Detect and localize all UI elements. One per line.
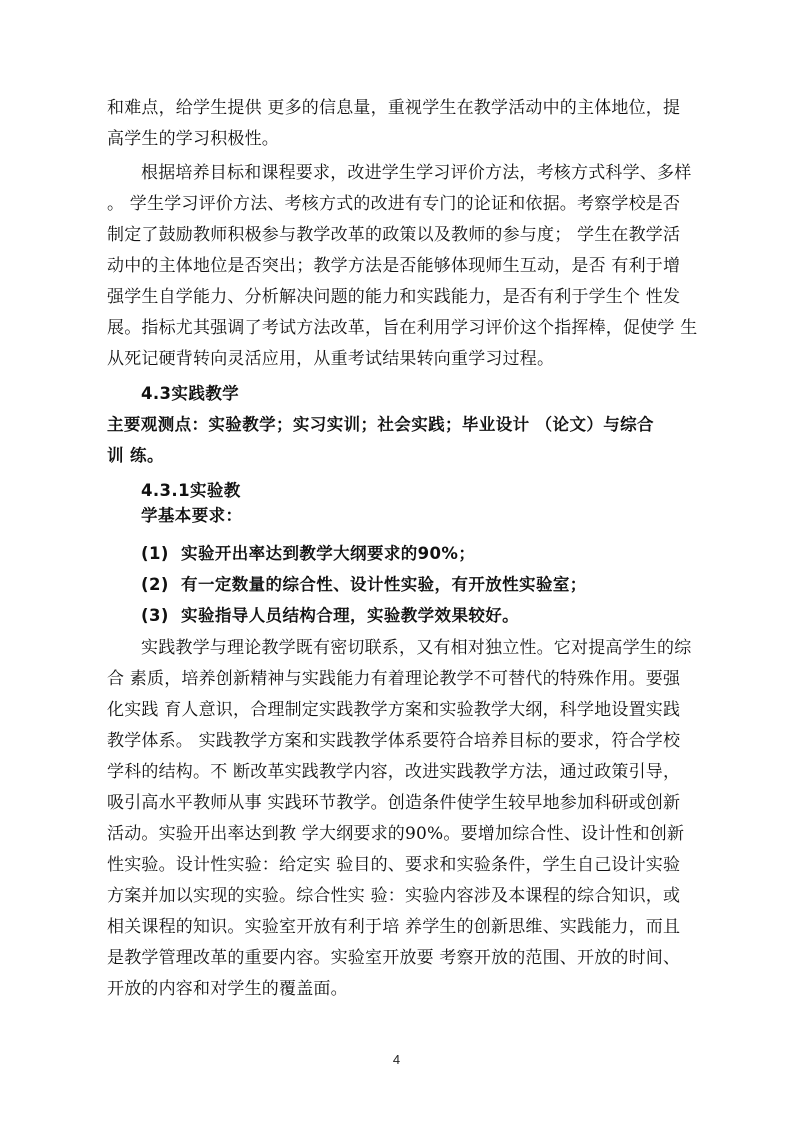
observation-points-line: 训 练。: [107, 446, 164, 465]
paragraph-line: 展。指标尤其强调了考试方法改革，旨在利用学习评价这个指挥棒，促使学 生: [107, 318, 698, 338]
paragraph-line: 开放的内容和对学生的覆盖面。: [107, 979, 348, 999]
paragraph-line: 性实验。设计性实验：给定实 验目的、要求和实验条件，学生自己设计实验: [107, 855, 681, 875]
paragraph-line: 强学生自学能力、分析解决问题的能力和实践能力，是否有利于学生个 性发: [107, 287, 681, 307]
paragraph-line: 。 学生学习评价方法、考核方式的改进有专门的论证和依据。考察学校是否: [107, 194, 681, 214]
paragraph-line: 动中的主体地位是否突出；教学方法是否能够体现师生互动，是否 有利于增: [107, 256, 681, 276]
requirement-item: (3) 实验指导人员结构合理，实验教学效果较好。: [141, 606, 520, 625]
paragraph-line: 制定了鼓励教师积极参与教学改革的政策以及教师的参与度； 学生在教学活: [107, 225, 681, 245]
paragraph-line: 学科的结构。不 断改革实践教学内容，改进实践教学方法，通过政策引导，: [107, 762, 681, 782]
paragraph-line: 是教学管理改革的重要内容。实验室开放要 考察开放的范围、开放的时间、: [107, 948, 681, 968]
paragraph-line: 化实践 育人意识，合理制定实践教学方案和实验教学大纲，科学地设置实践: [107, 700, 681, 720]
paragraph-line: 实践教学与理论教学既有密切联系，又有相对独立性。它对提高学生的综: [141, 638, 692, 658]
paragraph-line: 合 素质，培养创新精神与实践能力有着理论教学不可替代的特殊作用。要强: [107, 669, 681, 689]
paragraph-line: 从死记硬背转向灵活应用，从重考试结果转向重学习过程。: [107, 349, 555, 369]
paragraph-line: 活动。实验开出率达到教 学大纲要求的90%。要增加综合性、设计性和创新: [107, 824, 685, 844]
requirements-heading: 学基本要求：: [141, 506, 243, 525]
page-number: 4: [392, 1052, 401, 1067]
section-heading: 4.3实践教学: [141, 384, 240, 403]
paragraph-line: 教学体系。 实践教学方案和实践教学体系要符合培养目标的要求，符合学校: [107, 731, 681, 751]
requirement-item: (2) 有一定数量的综合性、设计性实验，有开放性实验室；: [141, 575, 587, 594]
subsection-heading: 4.3.1实验教: [141, 481, 241, 500]
paragraph-line: 和难点，给学生提供 更多的信息量，重视学生在教学活动中的主体地位，提: [107, 98, 681, 118]
requirement-item: (1) 实验开出率达到教学大纲要求的90%；: [141, 544, 476, 563]
observation-points-line: 主要观测点：实验教学；实习实训；社会实践；毕业设计 （论文）与综合: [107, 415, 654, 434]
paragraph-line: 方案并加以实现的实验。综合性实 验：实验内容涉及本课程的综合知识，或: [107, 886, 681, 906]
paragraph-line: 相关课程的知识。实验室开放有利于培 养学生的创新思维、实践能力，而且: [107, 917, 681, 937]
paragraph-line: 高学生的学习积极性。: [107, 129, 279, 149]
paragraph-line: 吸引高水平教师从事 实践环节教学。创造条件使学生较早地参加科研或创新: [107, 793, 681, 813]
paragraph-line: 根据培养目标和课程要求，改进学生学习评价方法，考核方式科学、多样: [141, 163, 692, 183]
